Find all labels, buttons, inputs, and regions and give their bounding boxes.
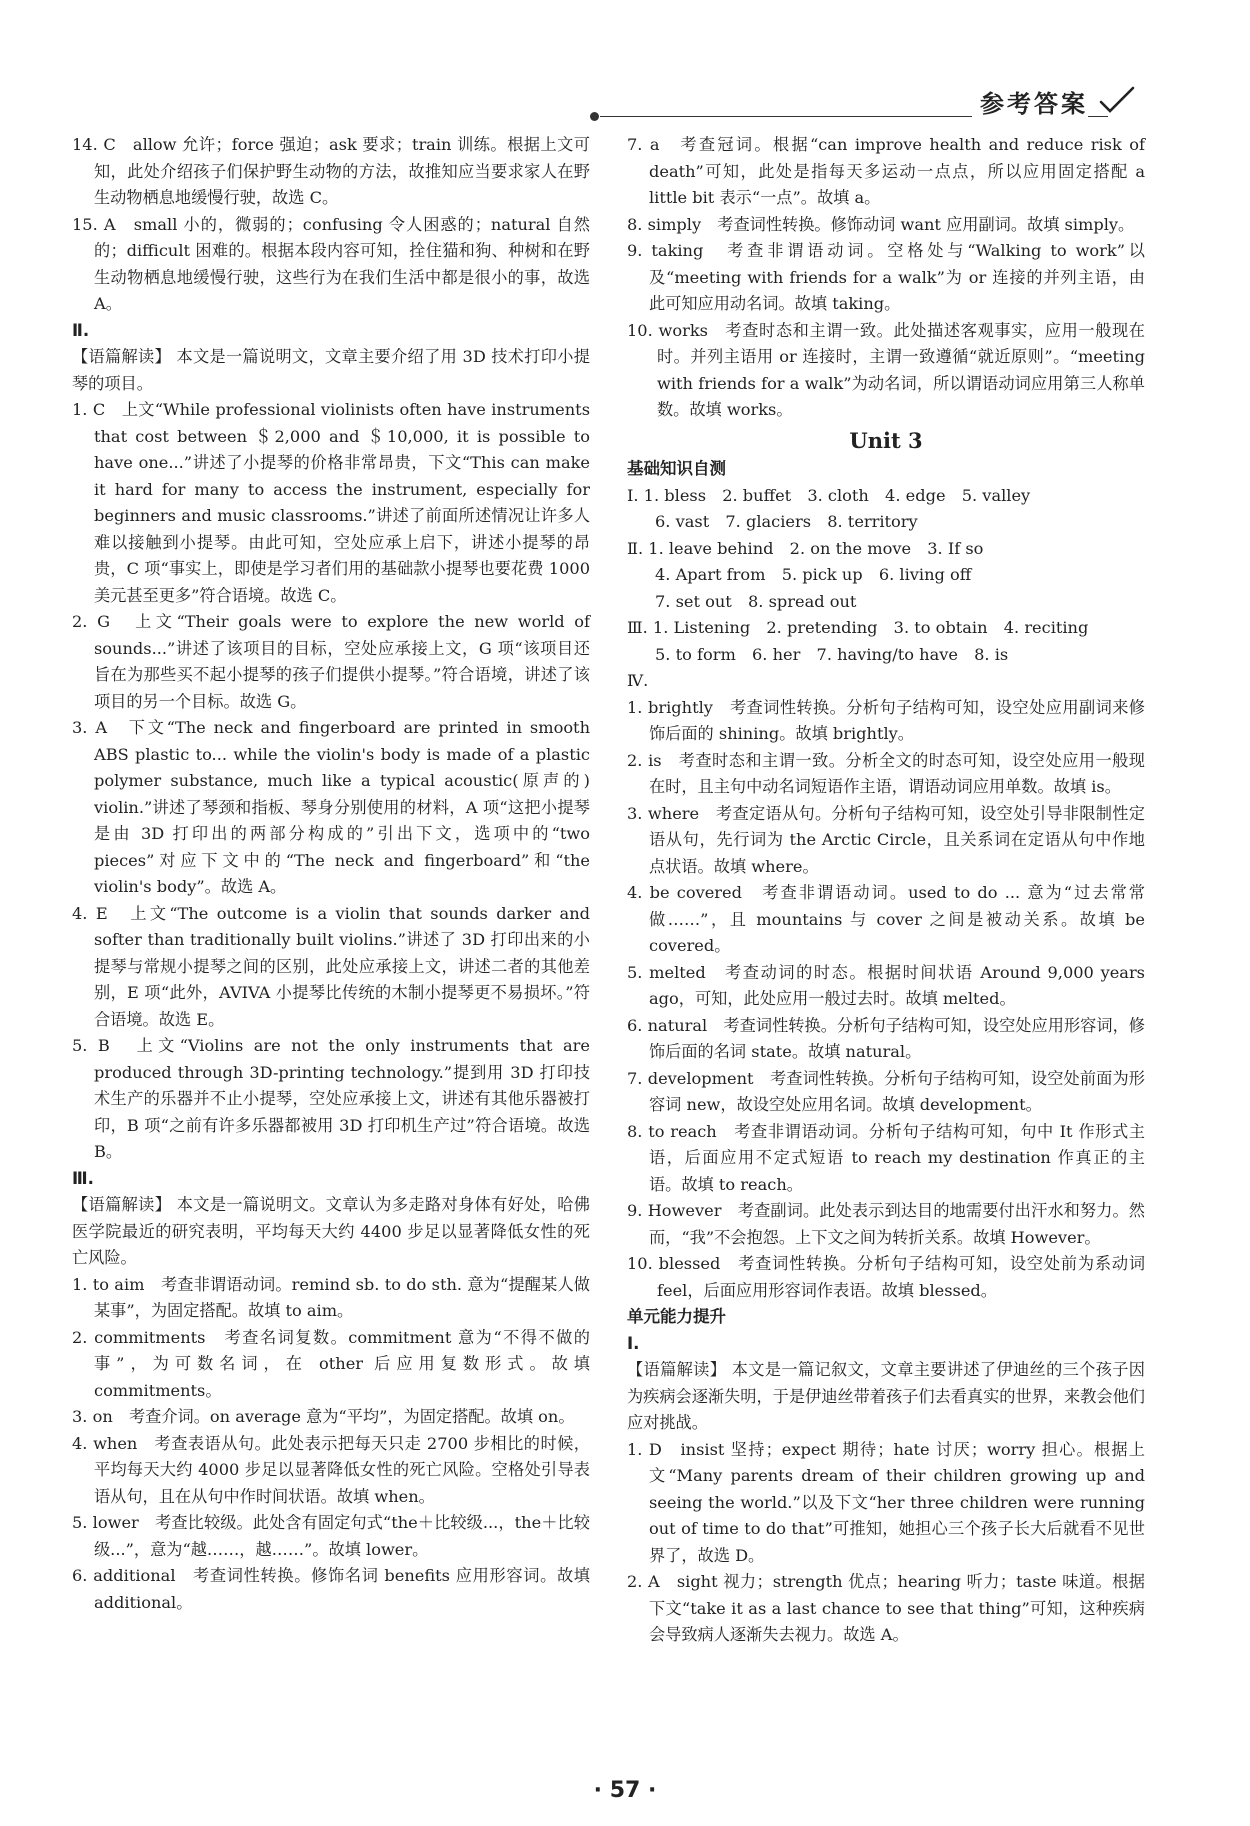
section-heading: Ⅳ.: [627, 671, 649, 690]
left-column: [72, 132, 590, 1616]
answer-row: 6. vast 7. glaciers 8. territory: [655, 512, 918, 531]
answer-item: 4. when 考查表语从句。此处表示把每天只走 2700 步相比的时候，平均每天大约 4000 步足以显著降低女性的死亡风险。空格处引导表语从句，且在从句中作时间状语。故填 when。: [72, 1433, 590, 1506]
answer-row: Ⅰ. 1. bless 2. buffet 3. cloth 4. edge 5. valley: [627, 485, 1031, 505]
answer-item: 2. G 上文“Their goals were to explore the new world of sounds...”讲述了该项目的目标，空处应承接上文，G 项“该项目还旨在为那些买不起小提琴的孩子们提供小提琴。”符合语境，讲述了该项目的另一个目标。故选 G。: [72, 612, 590, 711]
header-dot: [590, 112, 599, 121]
answer-item: 7. development 考查词性转换。分析句子结构可知，设空处前面为形容词 new，故设空处应用名词。故填 development。: [627, 1068, 1145, 1114]
unit-title: Unit 3: [849, 427, 923, 453]
answer-item: 6. additional 考查词性转换。修饰名词 benefits 应用形容词。故填 additional。: [72, 1566, 590, 1612]
section-heading: 基础知识自测: [627, 459, 726, 478]
answer-row: Ⅱ. 1. leave behind 2. on the move 3. If so: [627, 538, 984, 558]
page-number: · 57 ·: [593, 1778, 657, 1803]
answer-item: 2. A sight 视力；strength 优点；hearing 听力；taste 味道。根据下文“take it as a last chance to see that thing”可知，这种疾病会导致病人逐渐失去视力。故选 A。: [627, 1572, 1145, 1644]
answer-item: 2. is 考查时态和主谓一致。分析全文的时态可知，设空处应用一般现在时，且主句中动名词短语作主语，谓语动词应用单数。故填 is。: [627, 750, 1145, 796]
answer-item: 6. natural 考查词性转换。分析句子结构可知，设空处应用形容词，修饰后面的名词 state。故填 natural。: [627, 1015, 1145, 1061]
passage-intro: 【语篇解读】 本文是一篇记叙文，文章主要讲述了伊迪丝的三个孩子因为疾病会逐渐失明，于是伊迪丝带着孩子们去看真实的世界，来教会他们应对挑战。: [627, 1360, 1145, 1432]
passage-intro: 【语篇解读】 本文是一篇说明文，文章主要介绍了用 3D 技术打印小提琴的项目。: [72, 347, 590, 393]
answer-item: 4. E 上文“The outcome is a violin that sounds darker and softer than traditionally built violins.”讲述了 3D 打印出来的小提琴与常规小提琴之间的区别，此处应承接上文，讲述二者的其他差别，E 项“此外，AVIVA 小提琴比传统的木制小提琴更不易损坏。”符合语境。故选 E。: [72, 903, 590, 1029]
answer-item: 1. to aim 考查非谓语动词。remind sb. to do sth. 意为“提醒某人做某事”，为固定搭配。故填 to aim。: [72, 1274, 590, 1320]
answer-item: 15. A small 小的，微弱的；confusing 令人困惑的；natural 自然的；difficult 困难的。根据本段内容可知，拴住猫和狗、种树和在野生动物栖息地缓慢行驶，这些行为在我们生活中都是很小的事，故选 A。: [72, 214, 590, 313]
answer-item: 10. blessed 考查词性转换。分析句子结构可知，设空处前为系动词 feel，后面应用形容词作表语。故填 blessed。: [627, 1254, 1145, 1300]
answer-item: 3. on 考查介词。on average 意为“平均”，为固定搭配。故填 on。: [72, 1407, 575, 1426]
answer-item: 5. B 上文“Violins are not the only instruments that are produced through 3D-printing technology.”提到用 3D 打印技术生产的乐器并不止小提琴，空处应承接上文，讲述有其他乐器被打印，B 项“之前有许多乐器都被用 3D 打印机生产过”符合语境。故选 B。: [72, 1036, 590, 1161]
section-heading: Ⅱ.: [72, 320, 90, 340]
checkmark-icon: [1098, 86, 1136, 114]
answer-item: 14. C allow 允许；force 强迫；ask 要求；train 训练。根据上文可知，此处介绍孩子们保护野生动物的方法，故推知应当要求家人在野生动物栖息地缓慢行驶，故选 C。: [72, 135, 590, 207]
answer-item: 8. to reach 考查非谓语动词。分析句子结构可知，句中 It 作形式主语，后面应用不定式短语 to reach my destination 作真正的主语。故填 to reach。: [627, 1121, 1145, 1194]
answer-row: 7. set out 8. spread out: [655, 591, 857, 611]
answer-item: 1. brightly 考查词性转换。分析句子结构可知，设空处应用副词来修饰后面的 shining。故填 brightly。: [627, 697, 1145, 743]
page-header: [590, 84, 1138, 124]
answer-item: 10. works 考查时态和主谓一致。此处描述客观事实，应用一般现在时。并列主语用 or 连接时，主谓一致遵循“就近原则”。“meeting with friends for a walk”为动名词，所以谓语动词应用第三人称单数。故填 works。: [627, 320, 1145, 419]
answer-item: 9. taking 考查非谓语动词。空格处与“Walking to work”以及“meeting with friends for a walk”为 or 连接的并列主语，由此可知应用动名词。故填 taking。: [627, 241, 1145, 313]
answer-item: 7. a 考查冠词。根据“can improve health and reduce risk of death”可知，此处是指每天多运动一点点，所以应用固定搭配 a little bit 表示“一点”。故填 a。: [627, 135, 1145, 207]
answer-item: 5. lower 考查比较级。此处含有固定句式“the＋比较级...，the＋比较级...”，意为“越……，越……”。故填 lower。: [72, 1513, 590, 1559]
answer-item: 8. simply 考查词性转换。修饰动词 want 应用副词。故填 simply。: [627, 214, 1135, 234]
answer-item: 9. However 考查副词。此处表示到达目的地需要付出汗水和努力。然而，“我”不会抱怨。上下文之间为转折关系。故填 However。: [627, 1201, 1145, 1247]
answer-item: 2. commitments 考查名词复数。commitment 意为“不得不做的事”，为可数名词，在 other 后应用复数形式。故填 commitments。: [72, 1327, 590, 1400]
answer-row: 4. Apart from 5. pick up 6. living off: [655, 565, 972, 584]
answer-row: Ⅲ. 1. Listening 2. pretending 3. to obtain 4. reciting: [627, 618, 1089, 637]
answer-item: 3. where 考查定语从句。分析句子结构可知，设空处引导非限制性定语从句，先行词为 the Arctic Circle，且关系词在定语从句中作地点状语。故填 where。: [627, 803, 1145, 876]
answer-item: 1. D insist 坚持；expect 期待；hate 讨厌；worry 担心。根据上文“Many parents dream of their children growing up and seeing the world.”以及下文“her three children were running out of time to do that”可推知，她担心三个孩子长大后就看不见世界了，故选 D。: [627, 1439, 1145, 1565]
answer-item: 4. be covered 考查非谓语动词。used to do ... 意为“过去常常做……”，且 mountains 与 cover 之间是被动关系。故填 be covered。: [627, 883, 1145, 955]
right-column: [627, 132, 1145, 1649]
section-heading: 单元能力提升: [627, 1307, 726, 1326]
answer-row: 5. to form 6. her 7. having/to have 8. is: [655, 644, 1009, 664]
passage-intro: 【语篇解读】 本文是一篇说明文。文章认为多走路对身体有好处，哈佛医学院最近的研究表明，平均每天大约 4400 步足以显著降低女性的死亡风险。: [72, 1195, 590, 1267]
section-heading: Ⅲ.: [72, 1168, 94, 1188]
section-heading: Ⅰ.: [627, 1333, 640, 1353]
answer-item: 3. A 下文“The neck and fingerboard are printed in smooth ABS plastic to... while the violin's body is made of a plastic polymer substance, much like a typical acoustic(原声的) violin.”讲述了琴颈和指板、琴身分别使用的材料，A 项“这把小提琴是由 3D 打印出的两部分构成的”引出下文，选项中的“two pieces”对应下文中的“The neck and fingerboard”和“the violin's body”。故选 A。: [72, 718, 590, 896]
answer-item: 1. C 上文“While professional violinists often have instruments that cost between ＄2,000 and ＄10,000, it is possible to have one...”讲述了小提琴的价格非常昂贵，下文“This can make it hard for many to access the instrument, especially for beginners and music classrooms.”讲述了前面所述情况让许多人难以接触到小提琴。由此可知，空处应承上启下，讲述小提琴的昂贵，C 项“事实上，即使是学习者们用的基础款小提琴也要花费 1000 美元甚至更多”符合语境。故选 C。: [72, 400, 590, 605]
answer-item: 5. melted 考查动词的时态。根据时间状语 Around 9,000 years ago，可知，此处应用一般过去时。故填 melted。: [627, 962, 1145, 1008]
header-title: 参考答案: [972, 84, 1088, 119]
